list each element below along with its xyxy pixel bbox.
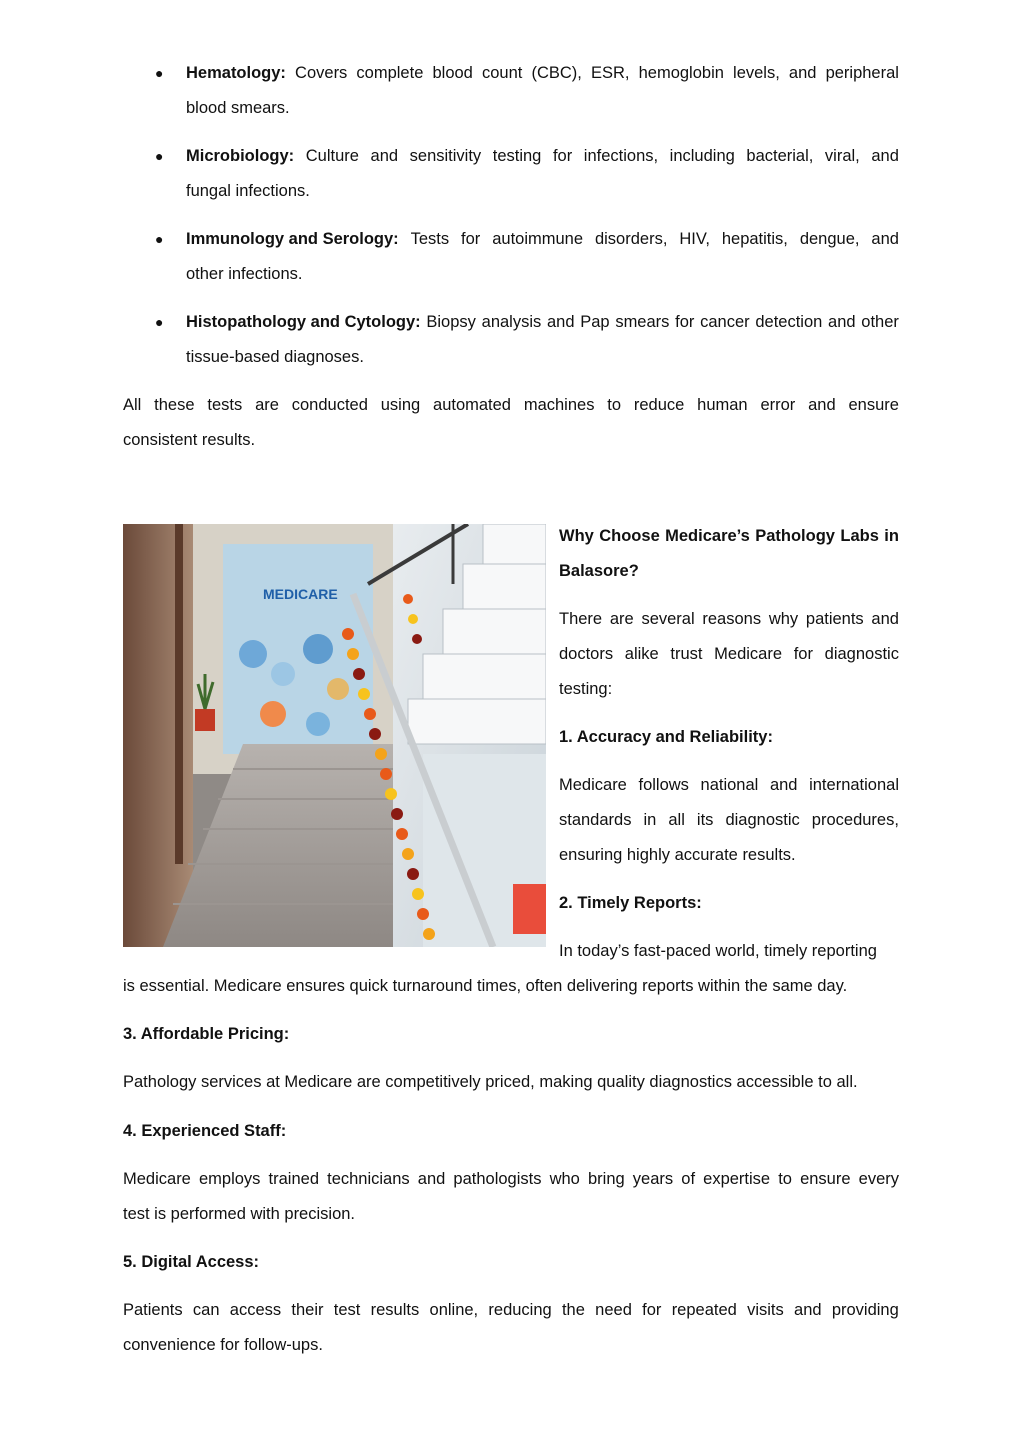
photo-illustration [123,524,546,947]
reason-2-title: 2. Timely Reports: [559,894,702,912]
bullet-hematology-line1: Hematology: Covers complete blood count (CBC), ESR, hemoglobin levels, and peripheral [186,64,899,82]
reason-3-line1: Pathology services at Medicare are competitively priced, making quality diagnostics accessible to all. [123,1073,858,1091]
why-intro-line2: doctors alike trust Medicare for diagnostic [559,645,899,663]
bullet-marker: ● [155,314,164,330]
bullet-term: Histopathology and Cytology: [186,313,421,331]
bullet-marker: ● [155,148,164,164]
bullet-term: Microbiology: [186,147,295,165]
reason-1-line1: Medicare follows national and international [559,776,899,794]
bullet-term: Immunology and Serology: [186,230,399,248]
reason-5-title: 5. Digital Access: [123,1253,260,1271]
bullet-hematology-line2: blood smears. [186,99,290,117]
bullet-immunology-line1: Immunology and Serology: Tests for autoimmune disorders, HIV, hepatitis, dengue, and [186,230,899,248]
reason-1-line3: ensuring highly accurate results. [559,846,796,864]
bullet-microbiology-line1: Microbiology: Culture and sensitivity testing for infections, including bacterial, viral, and [186,147,899,165]
summary-line1: All these tests are conducted using automated machines to reduce human error and ensure [123,396,899,414]
medicare-sign-text: MEDICARE [263,586,338,602]
reason-3-title: 3. Affordable Pricing: [123,1025,290,1043]
summary-line2: consistent results. [123,431,256,449]
why-intro-line1: There are several reasons why patients and [559,610,899,628]
bullet-marker: ● [155,65,164,81]
reason-4-title: 4. Experienced Staff: [123,1122,287,1140]
reason-4-line1: Medicare employs trained technicians and pathologists who bring years of expertise to ensure every [123,1170,899,1188]
why-heading-line1: Why Choose Medicare’s Pathology Labs in [559,527,899,545]
lab-staircase-photo [123,524,546,947]
reason-1-title: 1. Accuracy and Reliability: [559,728,773,746]
reason-5-line1: Patients can access their test results online, reducing the need for repeated visits and providing [123,1301,899,1319]
bullet-histopathology-line1: Histopathology and Cytology: Biopsy analysis and Pap smears for cancer detection and other [186,313,899,331]
bullet-microbiology-line2: fungal infections. [186,182,310,200]
bullet-histopathology-line2: tissue-based diagnoses. [186,348,364,366]
bullet-marker: ● [155,231,164,247]
reason-1-line2: standards in all its diagnostic procedures, [559,811,899,829]
why-heading-line2: Balasore? [559,562,639,580]
bullet-term: Hematology: [186,64,286,82]
reason-2-line2: is essential. Medicare ensures quick turnaround times, often delivering reports within the same day. [123,977,848,995]
why-intro-line3: testing: [559,680,613,698]
reason-5-line2: convenience for follow-ups. [123,1336,323,1354]
reason-4-line2: test is performed with precision. [123,1205,356,1223]
bullet-immunology-line2: other infections. [186,265,303,283]
reason-2-line1: In today’s fast-paced world, timely reporting [559,942,877,960]
